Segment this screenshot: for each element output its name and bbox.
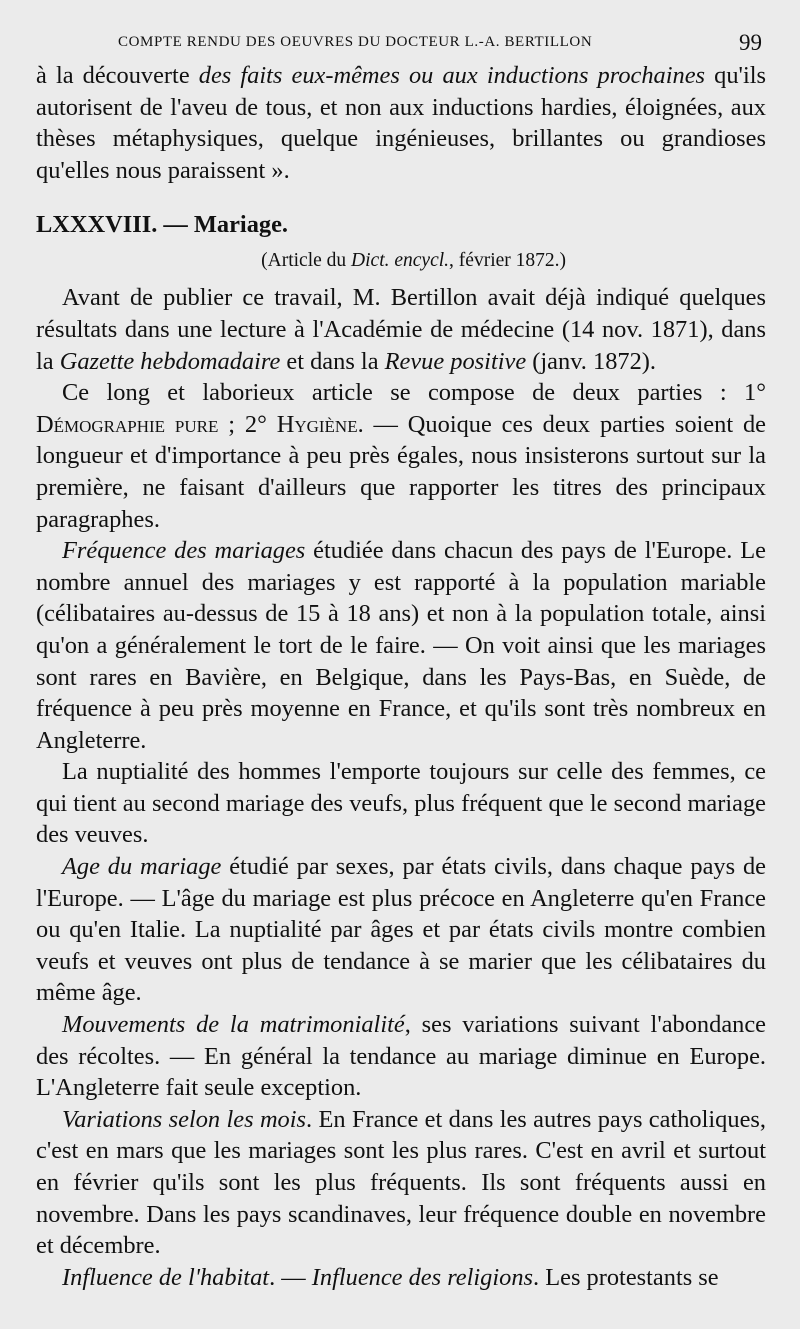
paragraph [36, 851, 766, 1009]
italic-text-run: Gazette hebdomadaire [59, 347, 281, 375]
body-text [36, 60, 766, 1293]
text-run: , février 1872.) [449, 250, 566, 272]
italic-text-run: Mouvements de la matrimonialité [62, 1011, 405, 1039]
paragraph [36, 1262, 766, 1294]
paragraph [36, 377, 766, 535]
text-run: à la découverte [36, 62, 199, 89]
italic-text-run: des faits eux-mêmes ou aux inductions prochaines [198, 62, 706, 89]
small-caps-text-run: Démographie pure [36, 410, 219, 438]
text-run: . En France et dans les autres pays catholiques, c'est en mars que les mariages sont les plus rares. C'est en avril et surtout en février qu'ils sont les plus fréquents. Ils sont fréquents aussi en novembre. Dans les pays scandinaves, leur fréquence double en novembre et décembre. [36, 1105, 766, 1260]
text-run: qu'ils autorisent de l'aveu de tous, et non aux inductions hardies, éloignées, aux thèses métaphysiques, quelque ingénieuses, brillantes ou grandioses qu'elles nous paraissent ». [36, 62, 766, 184]
section-heading: LXXXVIII. — Mariage. [36, 211, 289, 239]
text-run: Avant de publier ce travail, M. Bertillon avait déjà indiqué quelques résultats dans une lecture à l'Académie de médecine (14 nov. 1871), dans la [36, 284, 766, 375]
paragraph [36, 756, 766, 851]
italic-text-run: Revue positive [384, 347, 527, 375]
text-run: La nuptialité des hommes l'emporte toujours sur celle des femmes, ce qui tient au second mariage des veufs, plus fréquent que le second mariage des veuves. [36, 758, 766, 849]
text-run: étudié par sexes, par états civils, dans chaque pays de l'Europe. — L'âge du mariage est plus précoce en Angleterre qu'en France ou qu'en Italie. La nuptialité par âges et par états civils montre combien veufs et veuves ont plus de tendance à se marier que les célibataires du même âge. [36, 853, 766, 1007]
text-run: . Les protestants se [533, 1263, 719, 1291]
italic-text-run: Variations selon les mois [62, 1105, 307, 1133]
text-run: (janv. 1872). [526, 347, 656, 375]
small-caps-text-run: Hygiène [276, 410, 358, 438]
text-run: ; 2° [218, 410, 277, 438]
page-number: 99 [739, 30, 762, 55]
paragraph [36, 1104, 766, 1262]
article-source [36, 246, 766, 276]
italic-text-run: Influence des religions [311, 1263, 534, 1291]
running-head-title: COMPTE RENDU DES OEUVRES DU DOCTEUR L.-A. BERTILLON [118, 34, 593, 50]
italic-text-run: Dict. encycl. [351, 250, 450, 272]
italic-text-run: Fréquence des mariages [62, 537, 306, 565]
running-head [36, 30, 766, 60]
italic-text-run: Influence de l'habitat [62, 1263, 270, 1291]
paragraph [36, 535, 766, 756]
text-run: . — [269, 1263, 312, 1291]
text-run: (Article du [261, 250, 352, 272]
text-run: . — Quoique ces deux parties soient de longueur et d'importance à peu près égales, nous insisterons surtout sur la première, ne faisant d'ailleurs que rapporter les titres des principaux paragraphes. [36, 410, 766, 533]
paragraph [36, 1009, 766, 1104]
italic-text-run: Age du mariage [62, 853, 222, 881]
text-run: , ses variations suivant l'abondance des récoltes. — En général la tendance au mariage diminue en Europe. L'Angleterre fait seule exception. [36, 1011, 766, 1102]
text-run: étudiée dans chacun des pays de l'Europe. Le nombre annuel des mariages y est rapporté à la population mariable (célibataires au-dessus de 15 à 18 ans) et non à la population totale, ainsi qu'on a généralement le tort de le faire. — On voit ainsi que les mariages sont rares en Bavière, en Belgique, dans les Pays-Bas, en Suède, de fréquence à peu près moyenne en France, et qu'ils sont très nombreux en Angleterre. [36, 537, 766, 754]
paragraph [36, 282, 766, 377]
text-run: et dans la [280, 347, 385, 375]
text-run: Ce long et laborieux article se compose de deux parties : 1° [62, 379, 766, 407]
paragraph-continuation [36, 60, 766, 186]
